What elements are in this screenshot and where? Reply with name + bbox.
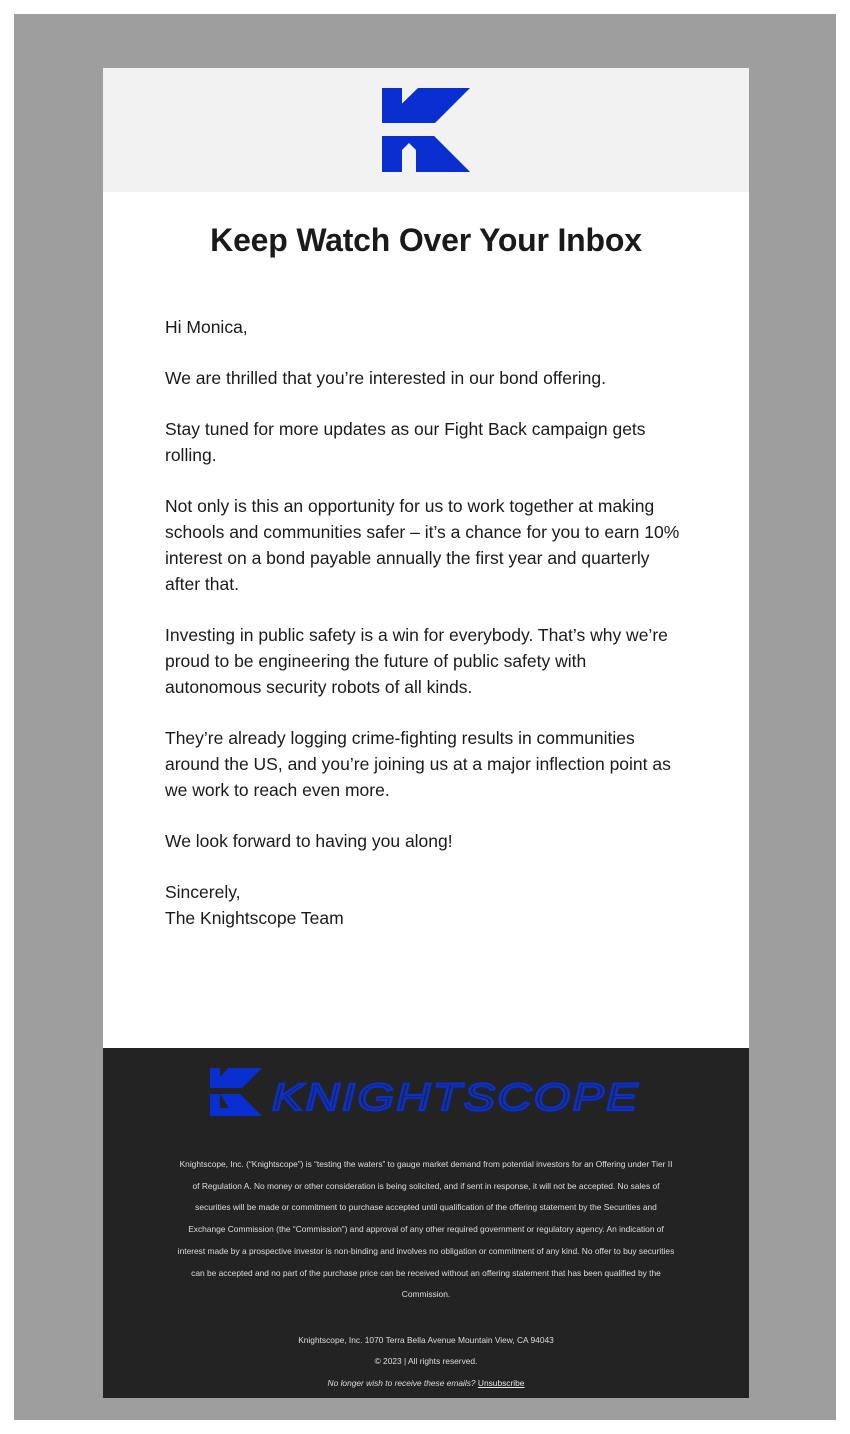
copyright: © 2023 | All rights reserved. [374,1356,478,1367]
unsubscribe-line [177,1373,675,1395]
footer-wordmark: KNIGHTSCOPE [272,1077,640,1119]
body-paragraph: Investing in public safety is a win for everybody. That’s why we’re proud to be engineering the future of public safety with autonomous security robots of all kinds. [165,625,668,697]
body-paragraph: Stay tuned for more updates as our Fight Back campaign gets rolling. [165,419,646,465]
knightscope-wordmark-logo [210,1068,642,1120]
legal-disclaimer: Knightscope, Inc. (“Knightscope”) is “testing the waters” to gauge market demand from potential investors for an Offering under Tier II of Regulation A. No money or other consideration is being solicited, and if sent in response, it will not be accepted. No sales of securities will be made or commitment to purchase accepted until qualification of the offering statement by the Securities and Exchange Commission (the “Commission”) and approval of any other required government or regulatory agency. An indication of interest made by a prospective investor is non-binding and involves no obligation or commitment of any kind. No offer to buy securities can be accepted and no part of the purchase price can be received without an offering statement that has been qualified by the Commission. [177,1159,675,1300]
signature: The Knightscope Team [165,908,344,928]
email-content [103,192,749,1048]
email-body [165,314,687,931]
body-paragraph: Not only is this an opportunity for us to work together at making schools and communities safer – it’s a chance for you to earn 10% interest on a bond payable annually the first year and quarterly after that. [165,496,680,594]
greeting: Hi Monica, [165,317,248,337]
knightscope-k-logo-icon [382,88,470,172]
body-paragraph: They’re already logging crime-fighting results in communities around the US, and you’re joining us at a major inflection point as we work to reach even more. [165,728,671,800]
body-paragraph: We look forward to having you along! [165,831,453,851]
email-container [103,68,749,1398]
company-address: Knightscope, Inc. 1070 Terra Bella Avenue Mountain View, CA 94043 [298,1334,554,1345]
footer-address-block [177,1330,675,1395]
unsubscribe-prompt: No longer wish to receive these emails? [327,1377,476,1388]
unsubscribe-link[interactable]: Unsubscribe [477,1377,525,1388]
signoff: Sincerely, [165,882,241,902]
body-paragraph: We are thrilled that you’re interested in our bond offering. [165,368,607,388]
email-title: Keep Watch Over Your Inbox [210,222,642,258]
footer-logo [177,1048,675,1120]
signature-block [165,879,687,931]
email-header [103,68,749,192]
email-footer [103,1048,749,1398]
